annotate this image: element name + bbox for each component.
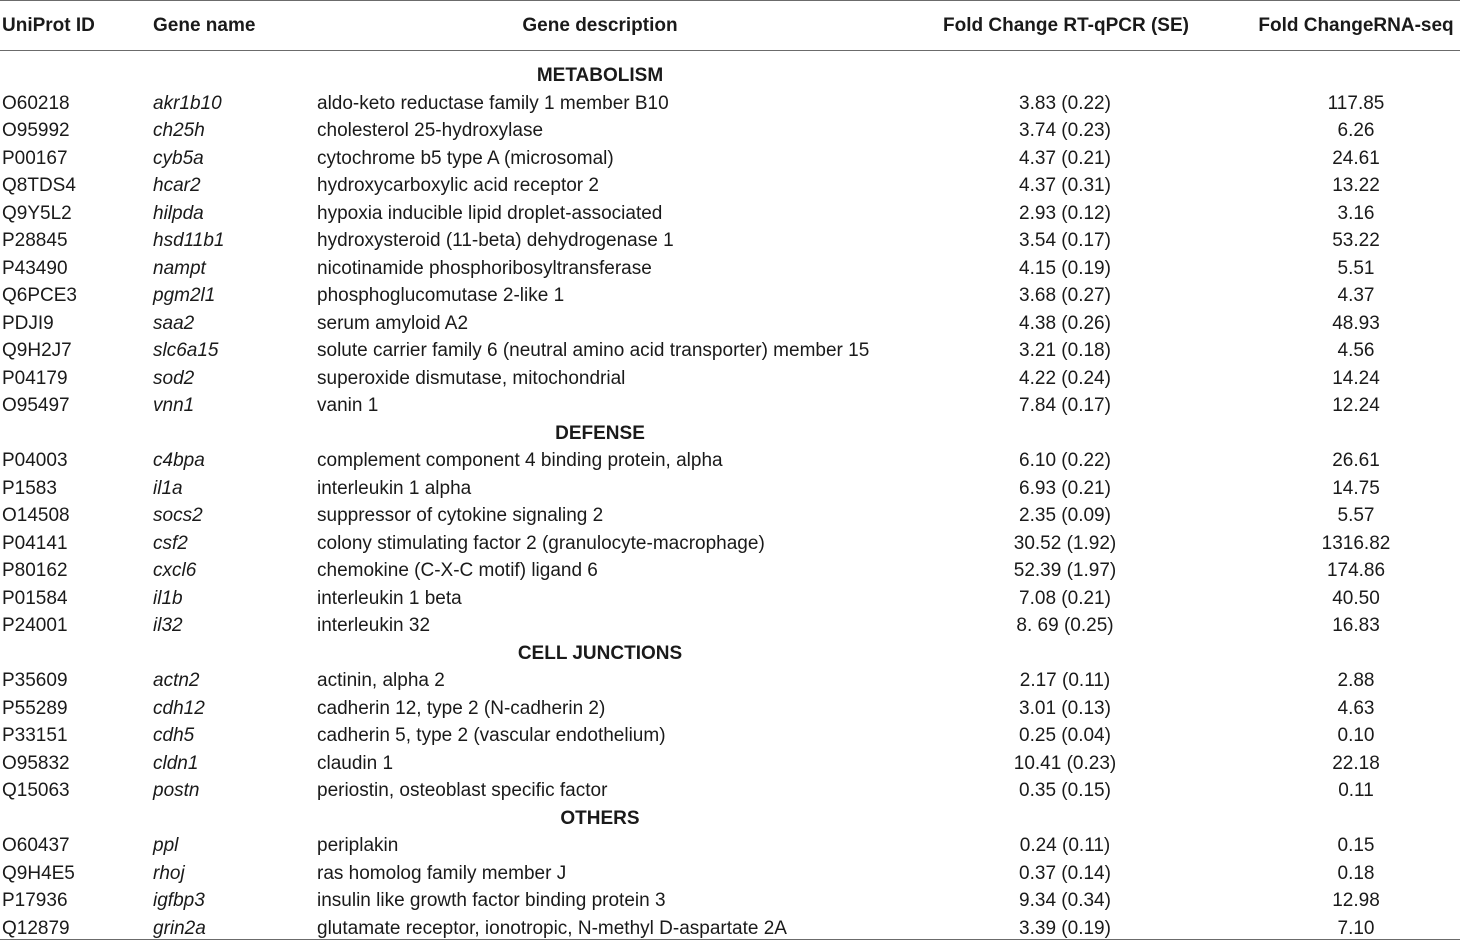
gene-description-cell: cadherin 12, type 2 (N-cadherin 2) [317, 695, 605, 723]
fold-change-rnaseq-cell: 14.24 [1332, 365, 1380, 393]
gene-description-cell: superoxide dismutase, mitochondrial [317, 365, 625, 393]
fold-change-rnaseq-cell: 53.22 [1332, 227, 1380, 255]
uniprot-id-cell: O95832 [2, 750, 70, 778]
section-header-row [0, 640, 1460, 668]
gene-description-cell: insulin like growth factor binding protein 3 [317, 887, 666, 915]
header-gene-description: Gene description [522, 0, 677, 50]
table-row [0, 337, 1460, 365]
gene-description-cell: periplakin [317, 832, 398, 860]
fold-change-rtqpcr-cell: 4.22 (0.24) [1019, 365, 1111, 393]
fold-change-rtqpcr-cell: 52.39 (1.97) [1014, 557, 1116, 585]
header-gene-name: Gene name [153, 0, 255, 50]
table-row [0, 172, 1460, 200]
gene-name-cell: pgm2l1 [153, 282, 215, 310]
fold-change-rnaseq-cell: 4.37 [1338, 282, 1375, 310]
gene-name-cell: cldn1 [153, 750, 198, 778]
table-row [0, 750, 1460, 778]
gene-name-cell: postn [153, 777, 199, 805]
fold-change-rnaseq-cell: 16.83 [1332, 612, 1380, 640]
fold-change-rtqpcr-cell: 4.38 (0.26) [1019, 310, 1111, 338]
header-fold-change-rnaseq: Fold ChangeRNA-seq [1258, 0, 1453, 50]
fold-change-rtqpcr-cell: 2.35 (0.09) [1019, 502, 1111, 530]
table-row [0, 145, 1460, 173]
uniprot-id-cell: O95992 [2, 117, 70, 145]
uniprot-id-cell: P55289 [2, 695, 68, 723]
section-title: DEFENSE [300, 420, 900, 448]
gene-name-cell: cxcl6 [153, 557, 196, 585]
section-header-row [0, 805, 1460, 833]
fold-change-rnaseq-cell: 22.18 [1332, 750, 1380, 778]
gene-name-cell: saa2 [153, 310, 194, 338]
fold-change-rtqpcr-cell: 3.01 (0.13) [1019, 695, 1111, 723]
fold-change-rnaseq-cell: 26.61 [1332, 447, 1380, 475]
table-row [0, 502, 1460, 530]
fold-change-rnaseq-cell: 0.15 [1338, 832, 1375, 860]
gene-name-cell: cdh12 [153, 695, 205, 723]
gene-name-cell: ch25h [153, 117, 205, 145]
gene-description-cell: ras homolog family member J [317, 860, 566, 888]
gene-name-cell: c4bpa [153, 447, 205, 475]
gene-description-cell: hydroxysteroid (11-beta) dehydrogenase 1 [317, 227, 674, 255]
uniprot-id-cell: O95497 [2, 392, 70, 420]
fold-change-rtqpcr-cell: 0.37 (0.14) [1019, 860, 1111, 888]
uniprot-id-cell: P04141 [2, 530, 68, 558]
gene-name-cell: nampt [153, 255, 206, 283]
fold-change-rtqpcr-cell: 2.93 (0.12) [1019, 200, 1111, 228]
fold-change-rnaseq-cell: 13.22 [1332, 172, 1380, 200]
fold-change-rnaseq-cell: 12.98 [1332, 887, 1380, 915]
gene-name-cell: socs2 [153, 502, 203, 530]
fold-change-rtqpcr-cell: 3.74 (0.23) [1019, 117, 1111, 145]
table-row [0, 695, 1460, 723]
gene-name-cell: il1a [153, 475, 183, 503]
fold-change-rnaseq-cell: 4.63 [1338, 695, 1375, 723]
fold-change-rnaseq-cell: 1316.82 [1322, 530, 1391, 558]
fold-change-rtqpcr-cell: 0.24 (0.11) [1020, 832, 1110, 860]
table-row [0, 200, 1460, 228]
uniprot-id-cell: P28845 [2, 227, 68, 255]
table-header-row [0, 0, 1460, 50]
uniprot-id-cell: P43490 [2, 255, 68, 283]
gene-description-cell: suppressor of cytokine signaling 2 [317, 502, 603, 530]
section-title: METABOLISM [300, 62, 900, 90]
fold-change-rtqpcr-cell: 4.37 (0.21) [1019, 145, 1111, 173]
gene-description-cell: hydroxycarboxylic acid receptor 2 [317, 172, 599, 200]
table-row [0, 365, 1460, 393]
fold-change-rtqpcr-cell: 7.08 (0.21) [1019, 585, 1111, 613]
gene-description-cell: cytochrome b5 type A (microsomal) [317, 145, 614, 173]
fold-change-rnaseq-cell: 48.93 [1332, 310, 1380, 338]
uniprot-id-cell: O14508 [2, 502, 70, 530]
uniprot-id-cell: P24001 [2, 612, 68, 640]
table-row [0, 722, 1460, 750]
table-row [0, 227, 1460, 255]
fold-change-rtqpcr-cell: 3.39 (0.19) [1019, 915, 1111, 942]
fold-change-rnaseq-cell: 7.10 [1338, 915, 1375, 942]
table-row [0, 777, 1460, 805]
gene-name-cell: akr1b10 [153, 90, 222, 118]
fold-change-rtqpcr-cell: 7.84 (0.17) [1019, 392, 1111, 420]
gene-description-cell: solute carrier family 6 (neutral amino acid transporter) member 15 [317, 337, 869, 365]
table-row [0, 282, 1460, 310]
gene-name-cell: il32 [153, 612, 183, 640]
uniprot-id-cell: O60437 [2, 832, 70, 860]
table-row [0, 915, 1460, 942]
uniprot-id-cell: Q8TDS4 [2, 172, 76, 200]
fold-change-rtqpcr-cell: 4.15 (0.19) [1019, 255, 1111, 283]
gene-name-cell: csf2 [153, 530, 188, 558]
gene-name-cell: igfbp3 [153, 887, 205, 915]
gene-name-cell: vnn1 [153, 392, 194, 420]
gene-name-cell: il1b [153, 585, 183, 613]
gene-name-cell: grin2a [153, 915, 206, 942]
fold-change-rtqpcr-cell: 4.37 (0.31) [1019, 172, 1111, 200]
fold-change-rtqpcr-cell: 0.25 (0.04) [1019, 722, 1111, 750]
gene-description-cell: phosphoglucomutase 2-like 1 [317, 282, 564, 310]
fold-change-rtqpcr-cell: 3.68 (0.27) [1019, 282, 1111, 310]
fold-change-rtqpcr-cell: 3.21 (0.18) [1019, 337, 1111, 365]
table-row [0, 255, 1460, 283]
fold-change-rnaseq-cell: 5.51 [1338, 255, 1375, 283]
gene-description-cell: cholesterol 25-hydroxylase [317, 117, 543, 145]
uniprot-id-cell: P80162 [2, 557, 68, 585]
fold-change-rtqpcr-cell: 6.93 (0.21) [1019, 475, 1111, 503]
fold-change-rnaseq-cell: 0.10 [1338, 722, 1375, 750]
fold-change-rnaseq-cell: 0.11 [1338, 777, 1374, 805]
fold-change-rtqpcr-cell: 8. 69 (0.25) [1016, 612, 1113, 640]
uniprot-id-cell: P17936 [2, 887, 68, 915]
fold-change-rnaseq-cell: 12.24 [1332, 392, 1380, 420]
gene-name-cell: slc6a15 [153, 337, 219, 365]
gene-description-cell: vanin 1 [317, 392, 378, 420]
uniprot-id-cell: Q6PCE3 [2, 282, 77, 310]
uniprot-id-cell: P1583 [2, 475, 57, 503]
uniprot-id-cell: P04003 [2, 447, 68, 475]
gene-name-cell: hcar2 [153, 172, 201, 200]
table-row [0, 585, 1460, 613]
table-row [0, 860, 1460, 888]
header-uniprot-id: UniProt ID [2, 0, 95, 50]
table-row [0, 310, 1460, 338]
table-row [0, 667, 1460, 695]
gene-name-cell: hsd11b1 [153, 227, 225, 255]
fold-change-rtqpcr-cell: 2.17 (0.11) [1020, 667, 1110, 695]
fold-change-rtqpcr-cell: 3.83 (0.22) [1019, 90, 1111, 118]
gene-description-cell: periostin, osteoblast specific factor [317, 777, 607, 805]
table-row [0, 557, 1460, 585]
gene-name-cell: actn2 [153, 667, 199, 695]
gene-name-cell: cdh5 [153, 722, 194, 750]
section-title: OTHERS [300, 805, 900, 833]
fold-change-rnaseq-cell: 14.75 [1332, 475, 1380, 503]
fold-change-rtqpcr-cell: 30.52 (1.92) [1014, 530, 1116, 558]
uniprot-id-cell: P01584 [2, 585, 68, 613]
gene-description-cell: nicotinamide phosphoribosyltransferase [317, 255, 652, 283]
gene-description-cell: interleukin 1 alpha [317, 475, 471, 503]
uniprot-id-cell: PDJI9 [2, 310, 54, 338]
gene-name-cell: hilpda [153, 200, 204, 228]
gene-name-cell: sod2 [153, 365, 194, 393]
fold-change-rnaseq-cell: 3.16 [1338, 200, 1375, 228]
gene-description-cell: glutamate receptor, ionotropic, N-methyl D-aspartate 2A [317, 915, 787, 942]
gene-description-cell: complement component 4 binding protein, alpha [317, 447, 723, 475]
section-header-row [0, 62, 1460, 90]
fold-change-rtqpcr-cell: 3.54 (0.17) [1019, 227, 1111, 255]
uniprot-id-cell: Q9H2J7 [2, 337, 72, 365]
uniprot-id-cell: Q9H4E5 [2, 860, 75, 888]
uniprot-id-cell: Q12879 [2, 915, 70, 942]
fold-change-rnaseq-cell: 2.88 [1338, 667, 1375, 695]
fold-change-rnaseq-cell: 117.85 [1328, 90, 1385, 118]
gene-description-cell: chemokine (C-X-C motif) ligand 6 [317, 557, 598, 585]
uniprot-id-cell: P35609 [2, 667, 68, 695]
uniprot-id-cell: O60218 [2, 90, 70, 118]
table-row [0, 832, 1460, 860]
fold-change-rnaseq-cell: 174.86 [1327, 557, 1385, 585]
gene-description-cell: serum amyloid A2 [317, 310, 468, 338]
table-row [0, 90, 1460, 118]
gene-description-cell: aldo-keto reductase family 1 member B10 [317, 90, 669, 118]
section-header-row [0, 420, 1460, 448]
uniprot-id-cell: P04179 [2, 365, 68, 393]
table-row [0, 117, 1460, 145]
fold-change-rnaseq-cell: 4.56 [1338, 337, 1375, 365]
fold-change-rnaseq-cell: 5.57 [1338, 502, 1375, 530]
fold-change-rtqpcr-cell: 9.34 (0.34) [1019, 887, 1111, 915]
table-row [0, 530, 1460, 558]
gene-name-cell: cyb5a [153, 145, 204, 173]
section-title: CELL JUNCTIONS [300, 640, 900, 668]
fold-change-rnaseq-cell: 40.50 [1332, 585, 1380, 613]
table-row [0, 887, 1460, 915]
uniprot-id-cell: Q9Y5L2 [2, 200, 72, 228]
table-body [0, 62, 1460, 942]
fold-change-rtqpcr-cell: 6.10 (0.22) [1019, 447, 1111, 475]
gene-description-cell: interleukin 1 beta [317, 585, 462, 613]
fold-change-rnaseq-cell: 6.26 [1338, 117, 1375, 145]
gene-description-cell: interleukin 32 [317, 612, 430, 640]
fold-change-rtqpcr-cell: 0.35 (0.15) [1019, 777, 1111, 805]
gene-description-cell: actinin, alpha 2 [317, 667, 445, 695]
uniprot-id-cell: P33151 [2, 722, 68, 750]
gene-description-cell: hypoxia inducible lipid droplet-associated [317, 200, 662, 228]
table-row [0, 447, 1460, 475]
gene-description-cell: claudin 1 [317, 750, 393, 778]
uniprot-id-cell: P00167 [2, 145, 68, 173]
fold-change-rnaseq-cell: 0.18 [1338, 860, 1375, 888]
table-row [0, 392, 1460, 420]
gene-name-cell: rhoj [153, 860, 185, 888]
gene-description-cell: colony stimulating factor 2 (granulocyte-macrophage) [317, 530, 765, 558]
header-fold-change-rtqpcr: Fold Change RT-qPCR (SE) [943, 0, 1189, 50]
table-row [0, 612, 1460, 640]
table-row [0, 475, 1460, 503]
uniprot-id-cell: Q15063 [2, 777, 70, 805]
gene-description-cell: cadherin 5, type 2 (vascular endothelium) [317, 722, 666, 750]
fold-change-rtqpcr-cell: 10.41 (0.23) [1014, 750, 1116, 778]
gene-name-cell: ppl [153, 832, 178, 860]
table-header-rule [0, 50, 1460, 51]
fold-change-rnaseq-cell: 24.61 [1332, 145, 1380, 173]
